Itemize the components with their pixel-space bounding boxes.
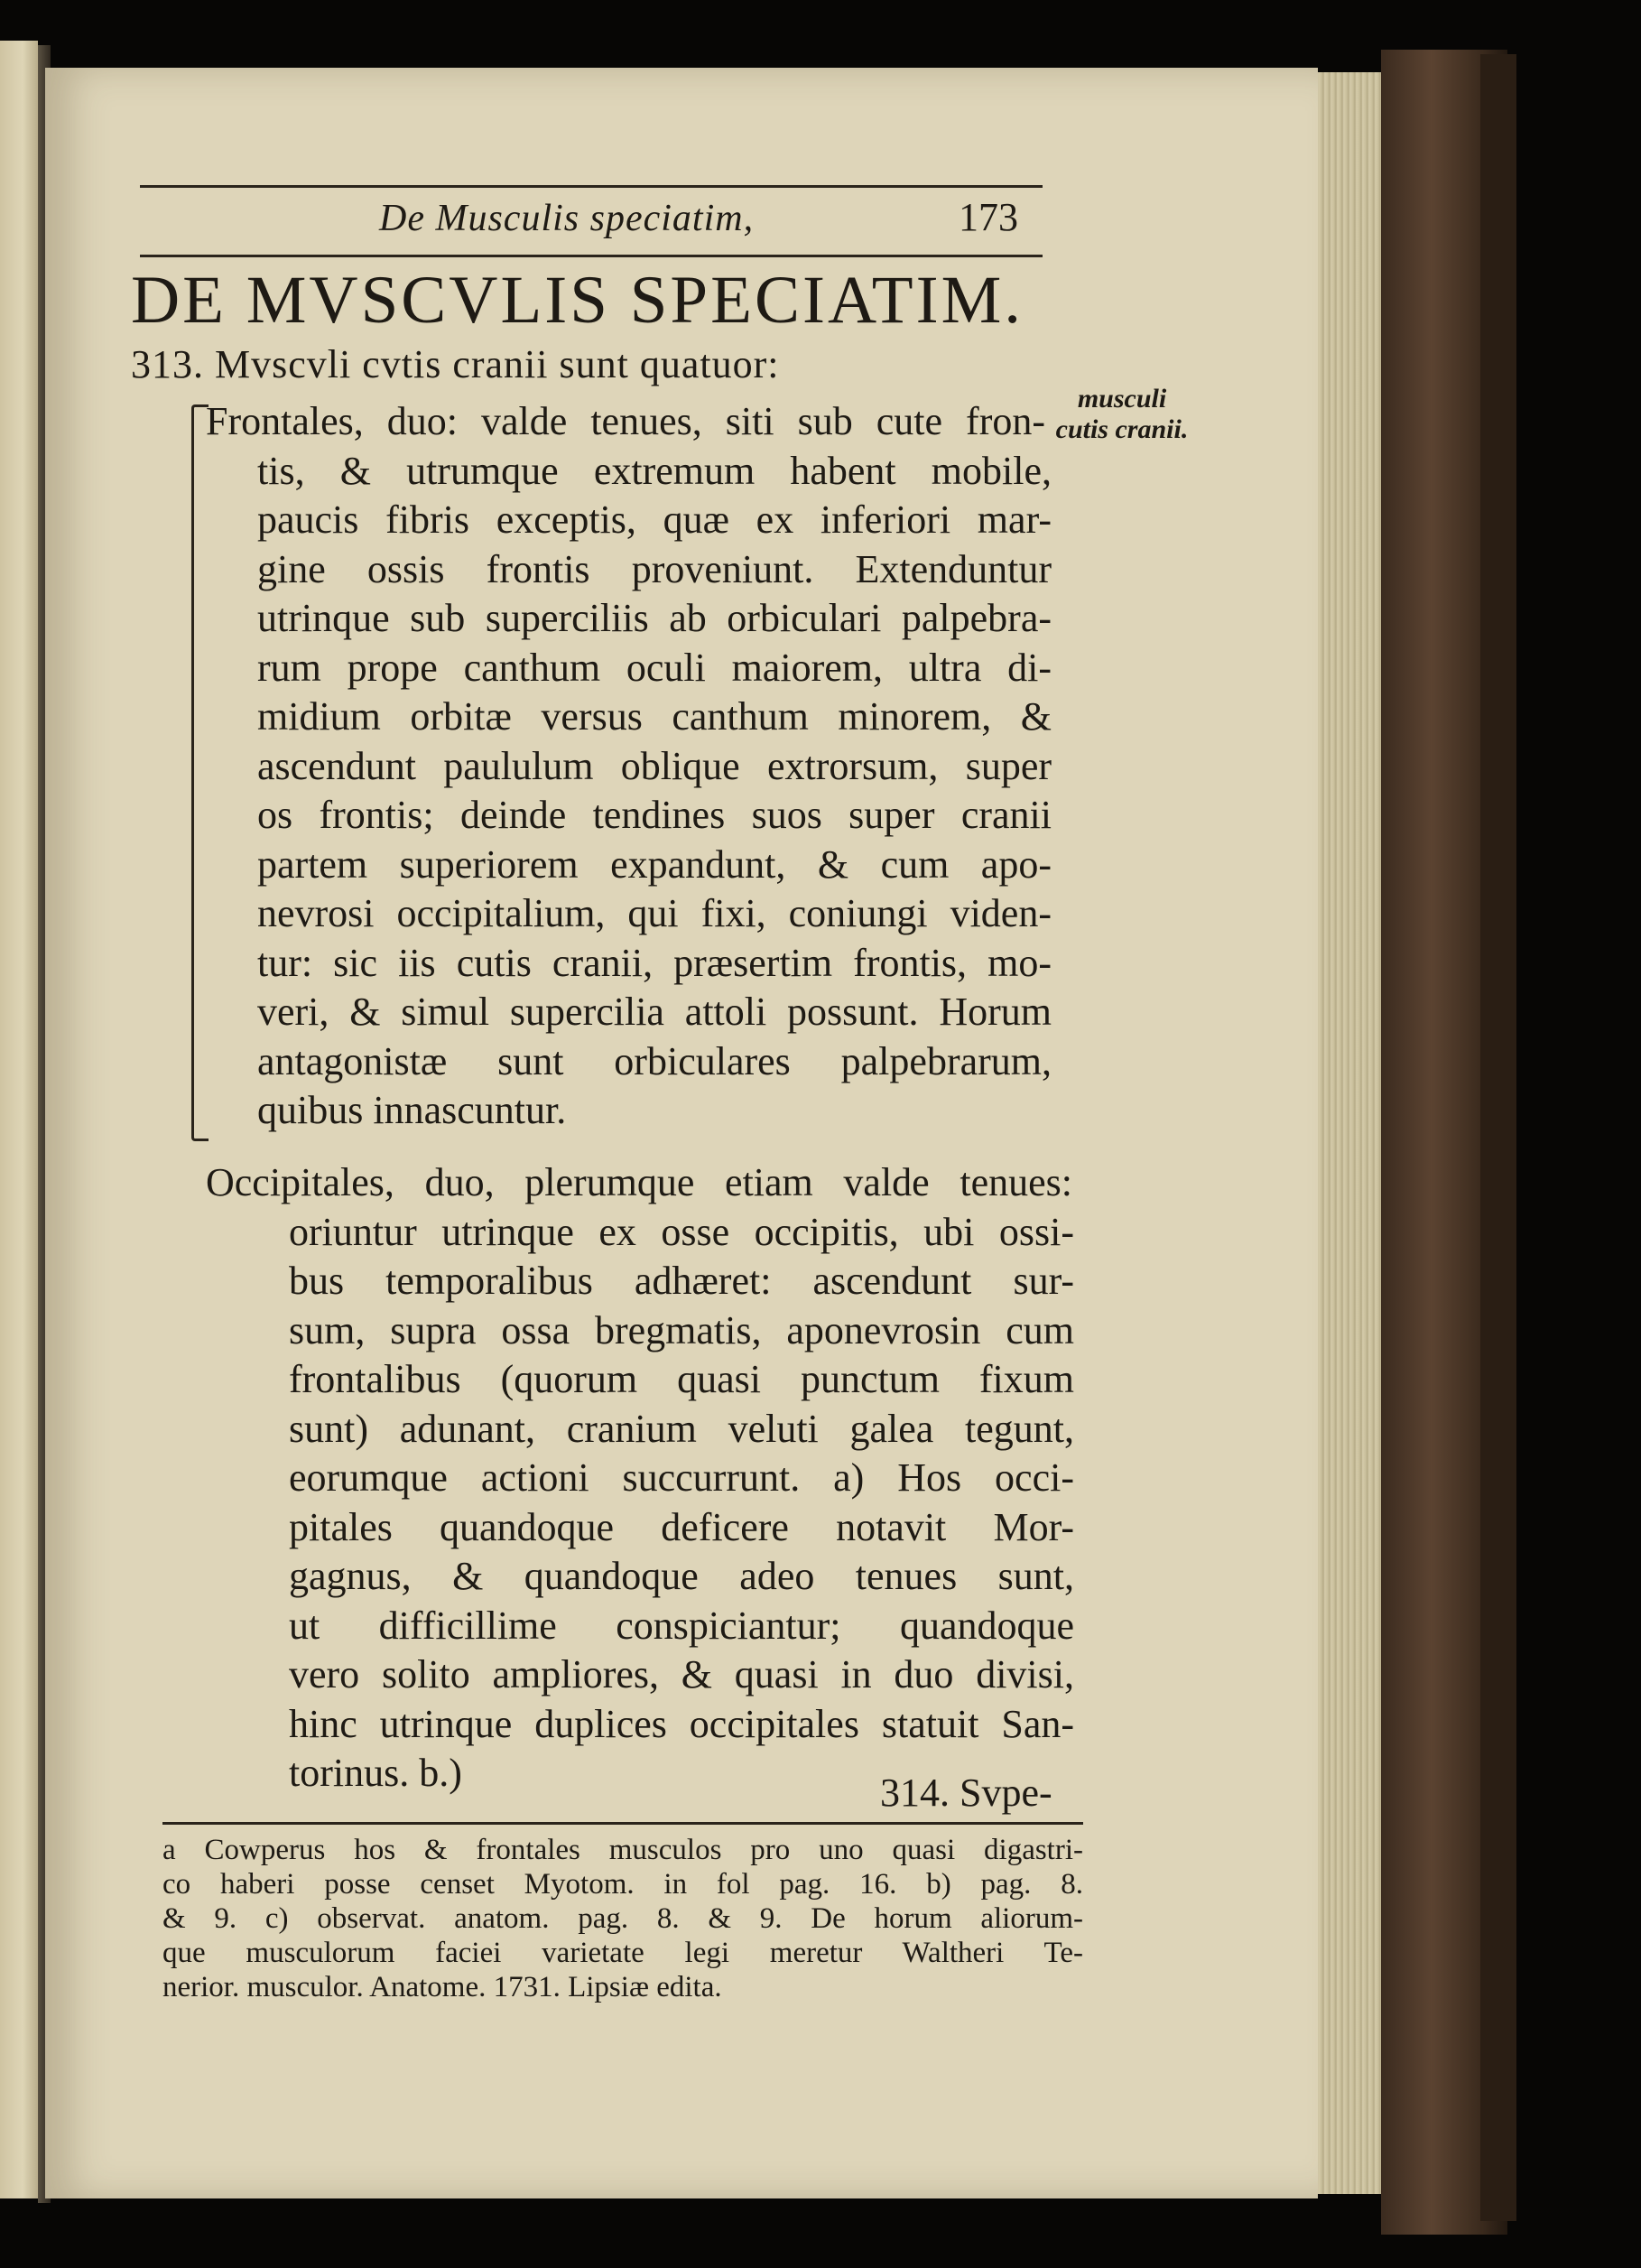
occipitales-text-line: gagnus, & quandoque adeo tenues sunt, [289, 1554, 1074, 1598]
frontales-text-line: midium orbitæ versus canthum minorem, & [257, 694, 1052, 739]
book-cover-edge [1480, 54, 1516, 2221]
frontales-text-line: tur: sic iis cutis cranii, præsertim frontis, mo- [257, 940, 1052, 985]
running-title: De Musculis speciatim, [379, 198, 755, 239]
occipitales-text-line: ut difficillime conspiciantur; quandoque [289, 1603, 1074, 1648]
catchword: 314. Svpe- [880, 1771, 1052, 1815]
frontales-text-line: utrinque sub superciliis ab orbiculari palpebra- [257, 596, 1052, 640]
occipitales-text-line: pitales quandoque deficere notavit Mor- [289, 1504, 1074, 1549]
margin-note: musculi cutis cranii. [1055, 384, 1189, 444]
frontales-text-line: os frontis; deinde tendines suos super cranii [257, 793, 1052, 837]
top-rule [140, 185, 1043, 188]
left-page-edge [0, 41, 38, 2198]
frontales-text-line: antagonistæ sunt orbiculares palpebrarum, [257, 1038, 1052, 1083]
section-313-intro: 313. Mvscvli cvtis cranii sunt quatuor: [131, 342, 780, 386]
frontales-text-line: gine ossis frontis proveniunt. Extenduntur [257, 546, 1052, 591]
frontales-text-line: nevrosi occipitalium, qui fixi, coniungi viden- [257, 891, 1052, 935]
footnote-line: & 9. c) observat. anatom. pag. 8. & 9. De horum aliorum- [162, 1902, 1083, 1935]
frontales-text-line: rum prope canthum oculi maiorem, ultra di- [257, 645, 1052, 690]
occipitales-text-line: sum, supra ossa bregmatis, aponevrosin cum [289, 1307, 1074, 1352]
occipitales-text-line: vero solito ampliores, & quasi in duo divisi, [289, 1652, 1074, 1696]
footnote-line: que musculorum faciei varietate legi meretur Waltheri Te- [162, 1937, 1083, 1969]
frontales-text-line: partem superiorem expandunt, & cum apo- [257, 841, 1052, 887]
chapter-heading: DE MVSCVLIS SPECIATIM. [131, 263, 1024, 338]
frontales-text-line: tis, & utrumque extremum habent mobile, [257, 448, 1052, 493]
occipitales-text-line: eorumque actioni succurrunt. a) Hos occi- [289, 1455, 1074, 1500]
frontales-text-line: veri, & simul supercilia attoli possunt. Horum [257, 990, 1052, 1034]
frontales-text-line: quibus innascuntur. [257, 1088, 567, 1132]
footnote-line: a Cowperus hos & frontales musculos pro uno quasi digastri- [162, 1834, 1083, 1866]
frontales-text-line: ascendunt paululum oblique extrorsum, super [257, 743, 1052, 788]
occipitales-text-line: Occipitales, duo, plerumque etiam valde tenues: [206, 1160, 1072, 1204]
occipitales-text-line: sunt) adunant, cranium veluti galea tegunt, [289, 1406, 1074, 1451]
frontales-text-line: Frontales, duo: valde tenues, siti sub cute fron- [206, 399, 1045, 443]
header-rule [140, 255, 1043, 257]
footnote-line: co haberi posse censet Myotom. in fol pag. 16. b) pag. 8. [162, 1868, 1083, 1901]
occipitales-text-line: frontalibus (quorum quasi punctum fixum [289, 1357, 1074, 1401]
footnote-rule [162, 1822, 1083, 1825]
page-number: 173 [959, 195, 1018, 239]
frontales-text-line: paucis fibris exceptis, quæ ex inferiori mar- [257, 497, 1052, 542]
brace-bracket [191, 404, 209, 1141]
occipitales-text-line: hinc utrinque duplices occipitales statuit San- [289, 1701, 1074, 1746]
occipitales-text-line: torinus. b.) [289, 1751, 462, 1795]
occipitales-text-line: oriuntur utrinque ex osse occipitis, ubi ossi- [289, 1209, 1074, 1254]
footnote-line: nerior. musculor. Anatome. 1731. Lipsiæ edita. [162, 1971, 722, 2003]
occipitales-text-line: bus temporalibus adhæret: ascendunt sur- [289, 1259, 1074, 1303]
